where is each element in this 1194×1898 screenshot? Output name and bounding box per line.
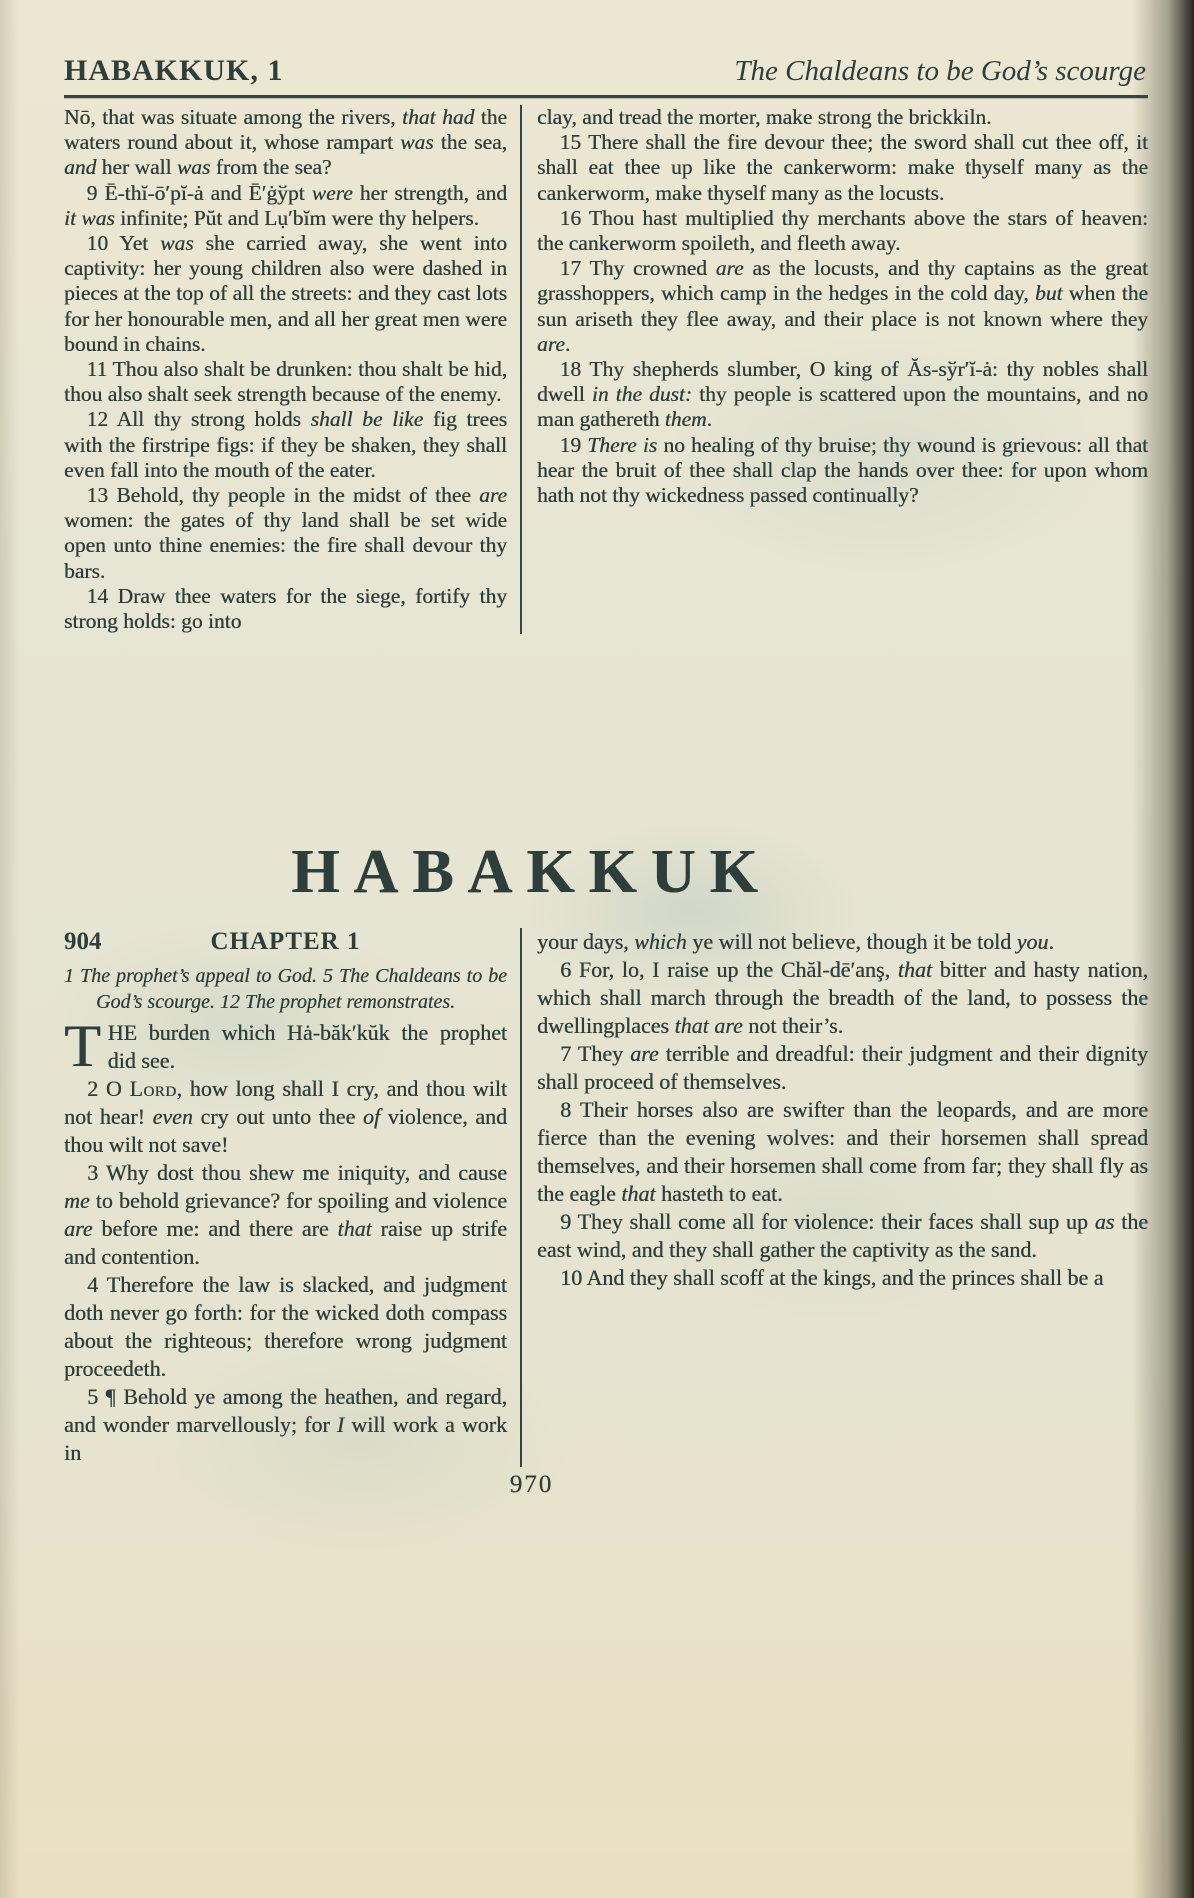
chapter-left-column [64, 928, 520, 1467]
book-number: 904 [64, 928, 102, 956]
verse-paragraph: 18 Thy shepherds slumber, O king of Ăs-sўr′ĭ-ȧ: thy nobles shall dwell in the dust: thy people is scattered upon the mountains, and no man gathereth them. [537, 357, 1148, 432]
habakkuk-chapter-1-section [64, 928, 1148, 1467]
verse-paragraph: 4 Therefore the law is slacked, and judgment doth never go forth: for the wicked doth compass about the righteous; therefore wrong judgment proceedeth. [64, 1272, 507, 1382]
running-head-summary: The Chaldeans to be God’s scourge [734, 55, 1146, 87]
chapter-summary: 1 The prophet’s appeal to God. 5 The Chaldeans to be God’s scourge. 12 The prophet remonstrates. [64, 965, 508, 1014]
verse-paragraph: 11 Thou also shalt be drunken: thou shalt be hid, thou also shalt seek strength because of the enemy. [64, 357, 507, 407]
verse-paragraph: 5 ¶ Behold ye among the heathen, and regard, and wonder marvellously; for I will work a work in [64, 1384, 507, 1466]
verse-paragraph: 9 Ē-thĭ-ō′pĭ-ȧ and Ē′ġўpt were her strength, and it was infinite; Pŭt and Lụ′bĭm were thy helpers. [64, 180, 507, 230]
verse-paragraph: 14 Draw thee waters for the siege, fortify thy strong holds: go into [64, 583, 507, 634]
verse-paragraph: 17 Thy crowned are as the locusts, and thy captains as the great grasshoppers, which camp in the hedges in the cold day, but when the sun ariseth they flee away, and their place is not known where they are. [537, 256, 1148, 356]
page-content [64, 54, 1148, 1499]
verse-paragraph: 3 Why dost thou shew me iniquity, and cause me to behold grievance? for spoiling and violence are before me: and there are that raise up strife and contention. [64, 1160, 508, 1270]
verse-paragraph: your days, which ye will not believe, though it be told you. [537, 929, 1054, 955]
nahum-left-column [64, 105, 520, 634]
nahum-continuation-section [64, 105, 1148, 634]
verse-paragraph: 9 They shall come all for violence: their faces shall sup up as the east wind, and they shall gather the captivity as the sand. [537, 1209, 1148, 1263]
header-rule [64, 95, 1148, 98]
verse-paragraph: 15 There shall the fire devour thee; the sword shall cut thee off, it shall eat thee up like the cankerworm: make thyself many as the cankerworm, make thyself many as the locusts. [537, 130, 1148, 205]
verse-paragraph: 2 O Lord, how long shall I cry, and thou wilt not hear! even cry out unto thee of violence, and thou wilt not save! [64, 1076, 507, 1158]
verse-paragraph: 8 Their horses also are swifter than the leopards, and are more fierce than the evening wolves: and their horsemen shall spread themselves, and their horsemen shall come from far; they shall fly as the eagle that hasteth to eat. [537, 1097, 1148, 1207]
verse-paragraph: clay, and tread the morter, make strong the brickkiln. [537, 105, 992, 129]
verse-paragraph: 19 There is no healing of thy bruise; thy wound is grievous: all that hear the bruit of thee shall clap the hands over thee: for upon whom hath not thy wickedness passed continually? [537, 432, 1149, 508]
drop-cap-letter: T [64, 1013, 101, 1080]
chapter-heading: CHAPTER 1 [210, 928, 361, 956]
nahum-right-column [522, 105, 1148, 634]
running-head-book-reference: HABAKKUK, 1 [64, 54, 284, 87]
page-number: 970 [509, 1471, 554, 1499]
verse-paragraph: 10 Yet was she carried away, she went into captivity: her young children also were dashed in pieces at the top of all the streets: and they cast lots for her honourable men, and all her great men were bound in chains. [64, 231, 507, 356]
chapter-left-verses [64, 1013, 508, 1467]
book-title-row [64, 838, 999, 906]
chapter-right-column [522, 928, 1148, 1467]
chapter-heading-row [64, 928, 507, 960]
book-title: HABAKKUK [291, 838, 772, 907]
page-number-row [64, 1471, 999, 1499]
verse-paragraph: 13 Behold, thy people in the midst of thee are women: the gates of thy land shall be set wide open unto thine enemies: the fire shall devour thy bars. [64, 483, 507, 583]
verse-paragraph: 7 They are terrible and dreadful: their judgment and their dignity shall proceed of themselves. [537, 1041, 1148, 1095]
running-head [64, 54, 1148, 88]
verse-paragraph: 6 For, lo, I raise up the Chăl-dē′anş, that bitter and hasty nation, which shall march through the breadth of the land, to possess the dwellingplaces that are not their’s. [537, 957, 1149, 1039]
verse-paragraph: THE burden which Hȧ-băk′kŭk the prophet did see. [64, 1013, 507, 1080]
verse-paragraph: 12 All thy strong holds shall be like fig trees with the firstripe figs: if they be shaken, they shall even fall into the mouth of the eater. [64, 407, 508, 482]
verse-paragraph: 16 Thou hast multiplied thy merchants above the stars of heaven: the cankerworm spoileth, and fleeth away. [537, 205, 1148, 256]
verse-paragraph: Nō, that was situate among the rivers, that had the waters round about it, whose rampart was the sea, and her wall was from the sea? [64, 105, 507, 180]
verse-paragraph: 10 And they shall scoff at the kings, and the princes shall be a [560, 1265, 1104, 1291]
